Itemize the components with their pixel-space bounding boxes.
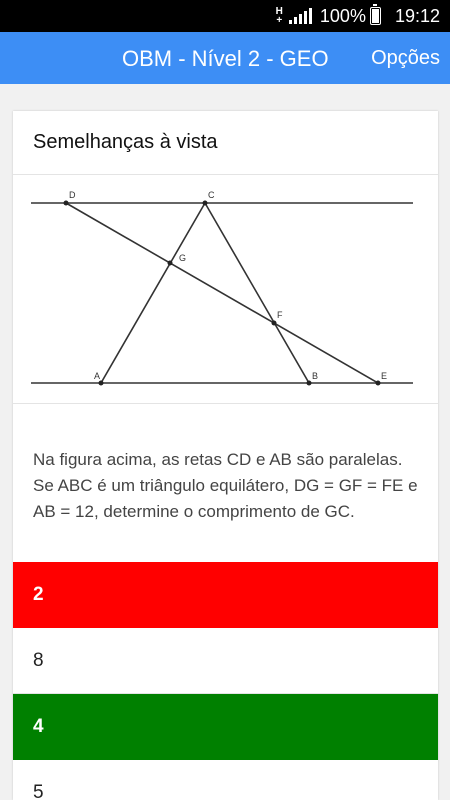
label-d: D [69,190,76,200]
answer-label: 4 [33,716,44,737]
point-g [168,261,173,266]
point-e [376,381,381,386]
segment-de [66,203,378,383]
point-a [99,381,104,386]
network-type-icon: H + [275,6,283,26]
label-g: G [179,253,187,263]
status-bar [0,0,450,32]
label-e: E [381,371,388,381]
answer-option-1[interactable] [13,562,438,628]
geometry-diagram [13,175,438,403]
answer-label: 5 [33,781,44,800]
answer-label: 8 [33,649,44,671]
answer-option-3[interactable] [13,694,438,760]
label-f: F [277,310,283,320]
point-c [203,201,208,206]
point-d [64,201,69,206]
battery-icon [370,7,381,25]
answer-label: 2 [33,584,44,605]
label-c: C [208,190,215,200]
clock: 19:12 [394,5,440,26]
label-a: A [94,371,101,381]
label-b: B [312,371,319,381]
question-title: Semelhanças à vista [13,111,438,175]
segment-ac [101,203,205,383]
app-bar [0,32,450,84]
answer-option-4[interactable] [13,760,438,800]
question-card [13,111,438,800]
answer-option-2[interactable] [13,628,438,694]
point-b [307,381,312,386]
question-text: Na figura acima, as retas CD e AB são paralelas. Se ABC é um triângulo equilátero, DG = GF = FE e AB = 12, determine o comprimento de GC. [33,450,418,521]
battery-percent: 100% [319,5,366,26]
signal-icon [289,8,312,24]
point-f [272,321,277,326]
options-button[interactable]: Opções [371,47,440,69]
geometry-figure [13,175,438,404]
app-title: OBM - Nível 2 - GEO [122,46,329,71]
